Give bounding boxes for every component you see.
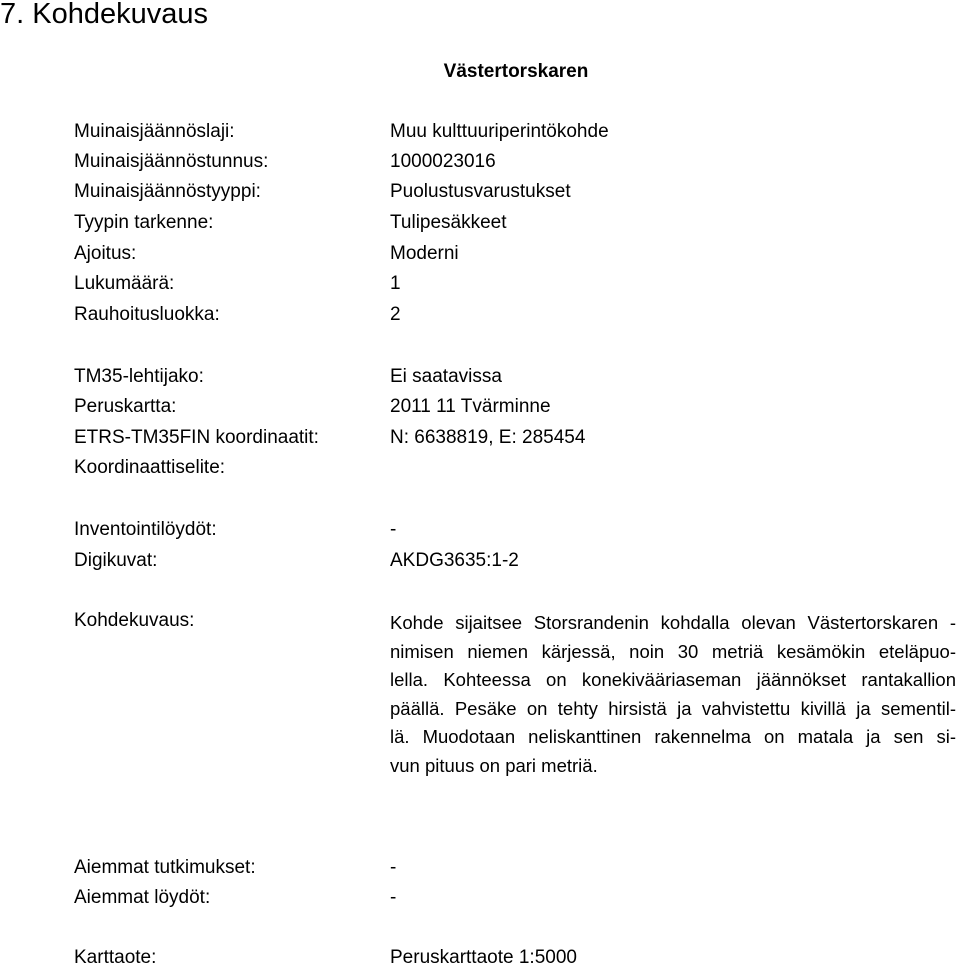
section-heading: 7. Kohdekuvaus (0, 0, 208, 30)
description-line: vun pituus on pari metriä. (390, 754, 598, 776)
label-muinaisjaannostunnus: Muinaisjäännöstunnus: (74, 151, 269, 172)
label-inventointiloydot: Inventointilöydöt: (74, 519, 217, 540)
value-rauhoitusluokka: 2 (390, 304, 401, 325)
label-aiemmat-tutkimukset: Aiemmat tutkimukset: (74, 857, 256, 878)
value-muinaisjaannoslaji: Muu kulttuuriperintökohde (390, 121, 609, 142)
label-koordinaatit: ETRS-TM35FIN koordinaatit: (74, 427, 319, 448)
label-kohdekuvaus: Kohdekuvaus: (74, 610, 195, 631)
value-karttaote: Peruskarttaote 1:5000 (390, 947, 577, 968)
value-tm35-lehtijako: Ei saatavissa (390, 366, 502, 387)
value-lukumaara: 1 (390, 273, 401, 294)
value-koordinaatit: N: 6638819, E: 285454 (390, 427, 586, 448)
label-peruskartta: Peruskartta: (74, 396, 177, 417)
description-line: nimisen niemen kärjessä, noin 30 metriä kesämökin eteläpuo- (390, 640, 956, 662)
label-tm35-lehtijako: TM35-lehtijako: (74, 366, 204, 387)
site-name: Västertorskaren (443, 61, 589, 82)
value-peruskartta: 2011 11 Tvärminne (390, 396, 551, 417)
label-ajoitus: Ajoitus: (74, 243, 137, 264)
label-digikuvat: Digikuvat: (74, 550, 158, 571)
label-koordinaattiselite: Koordinaattiselite: (74, 457, 226, 478)
value-muinaisjaannostyyppi: Puolustusvarustukset (390, 181, 571, 202)
value-ajoitus: Moderni (390, 243, 459, 264)
value-aiemmat-tutkimukset: - (390, 857, 397, 878)
value-muinaisjaannostunnus: 1000023016 (390, 151, 496, 172)
label-tyypin-tarkenne: Tyypin tarkenne: (74, 212, 214, 233)
value-aiemmat-loydot: - (390, 887, 397, 908)
label-aiemmat-loydot: Aiemmat löydöt: (74, 887, 211, 908)
label-karttaote: Karttaote: (74, 947, 157, 968)
label-muinaisjaannoslaji: Muinaisjäännöslaji: (74, 121, 235, 142)
label-muinaisjaannostyyppi: Muinaisjäännöstyyppi: (74, 181, 261, 202)
value-inventointiloydot: - (390, 519, 397, 540)
description-line: Kohde sijaitsee Storsrandenin kohdalla olevan Västertorskaren - (390, 612, 956, 633)
description-line: lä. Muodotaan neliskanttinen rakennelma on matala ja sen si- (390, 726, 956, 747)
label-lukumaara: Lukumäärä: (74, 273, 175, 294)
description-line: lella. Kohteessa on konekivääriaseman jäännökset rantakallion (390, 669, 956, 690)
value-digikuvat: AKDG3635:1-2 (390, 550, 519, 571)
value-tyypin-tarkenne: Tulipesäkkeet (390, 212, 507, 233)
label-rauhoitusluokka: Rauhoitusluokka: (74, 304, 220, 325)
description-line: päällä. Pesäke on tehty hirsistä ja vahvistettu kivillä ja sementil- (390, 697, 956, 719)
site-description (390, 609, 956, 780)
